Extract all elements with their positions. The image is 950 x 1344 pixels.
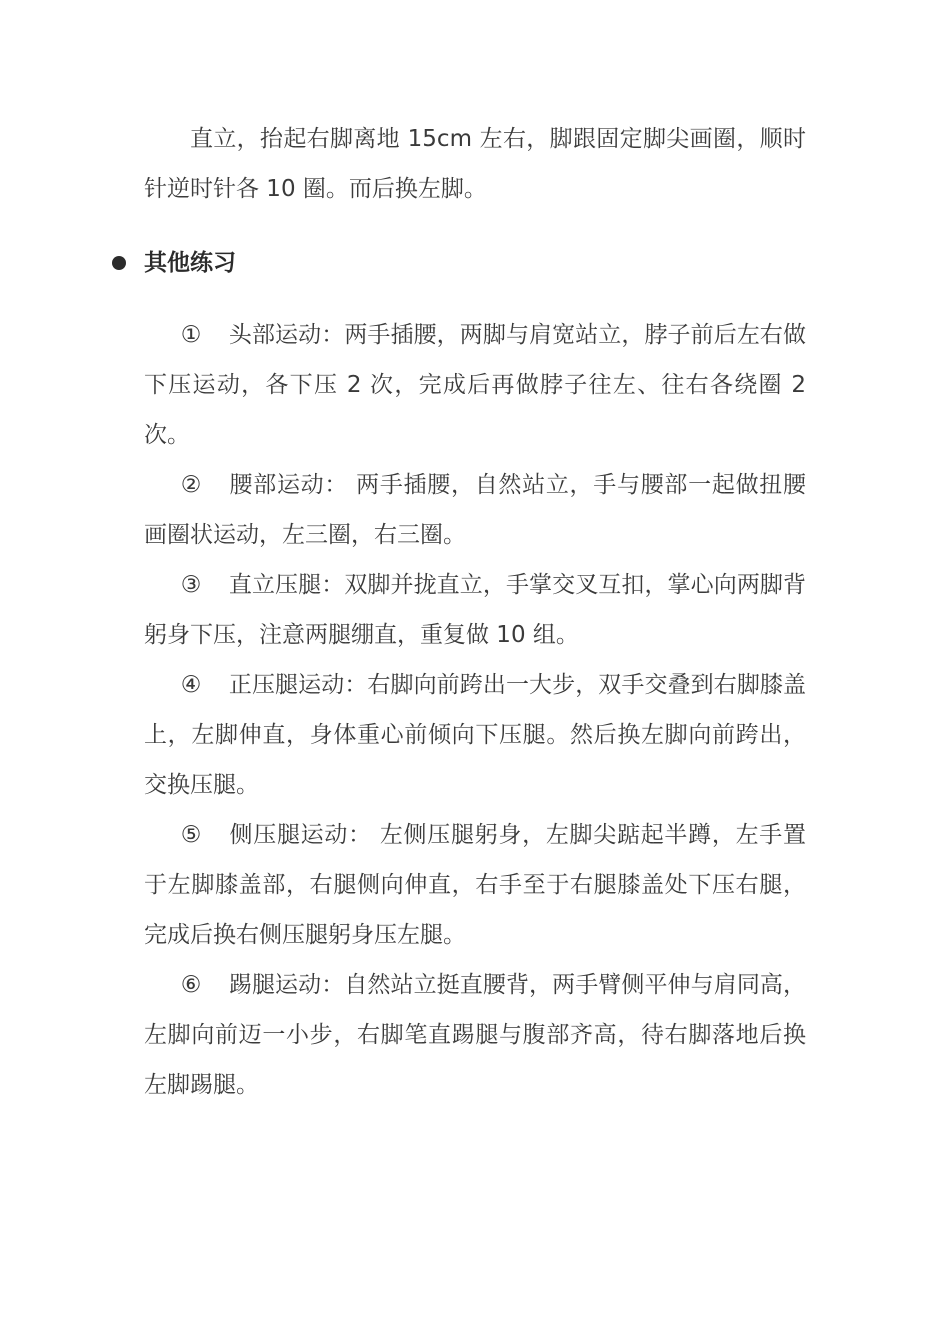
item-text: 头部运动：两手插腰，两脚与肩宽站立，脖子前后左右做下压运动，各下压 2 次，完成后再做脖子往左、往右各绕圈 2 次。	[144, 322, 806, 448]
exercise-item-2	[144, 460, 806, 560]
item-number: ⑤	[180, 822, 202, 848]
exercise-item-1	[144, 310, 806, 460]
item-text: 踢腿运动：自然站立挺直腰背，两手臂侧平伸与肩同高，左脚向前迈一小步，右脚笔直踢腿与腹部齐高，待右脚落地后换左脚踢腿。	[144, 972, 806, 1098]
item-number: ③	[180, 572, 202, 598]
exercise-item-4	[144, 660, 806, 810]
item-number: ②	[180, 472, 202, 498]
item-number: ①	[180, 322, 202, 348]
item-number: ④	[180, 672, 202, 698]
exercise-item-3	[144, 560, 806, 660]
item-text: 正压腿运动：右脚向前跨出一大步，双手交叠到右脚膝盖上，左脚伸直，身体重心前倾向下压腿。然后换左脚向前跨出，交换压腿。	[144, 672, 806, 798]
exercise-item-6	[144, 960, 806, 1110]
item-number: ⑥	[180, 972, 202, 998]
document-body	[144, 114, 806, 1110]
intro-paragraph: 直立，抬起右脚离地 15cm 左右，脚跟固定脚尖画圈，顺时针逆时针各 10 圈。而后换左脚。	[144, 126, 806, 202]
item-text: 直立压腿：双脚并拢直立，手掌交叉互扣，掌心向两脚背躬身下压，注意两腿绷直，重复做 10 组。	[144, 572, 806, 648]
section-heading: 其他练习	[144, 250, 236, 276]
item-text: 腰部运动： 两手插腰，自然站立，手与腰部一起做扭腰画圈状运动，左三圈，右三圈。	[144, 472, 806, 548]
bullet-icon	[112, 256, 126, 270]
exercise-item-5	[144, 810, 806, 960]
section-heading-row	[144, 238, 806, 288]
item-text: 侧压腿运动： 左侧压腿躬身，左脚尖踮起半蹲，左手置于左脚膝盖部，右腿侧向伸直，右手至于右腿膝盖处下压右腿，完成后换右侧压腿躬身压左腿。	[144, 822, 806, 948]
